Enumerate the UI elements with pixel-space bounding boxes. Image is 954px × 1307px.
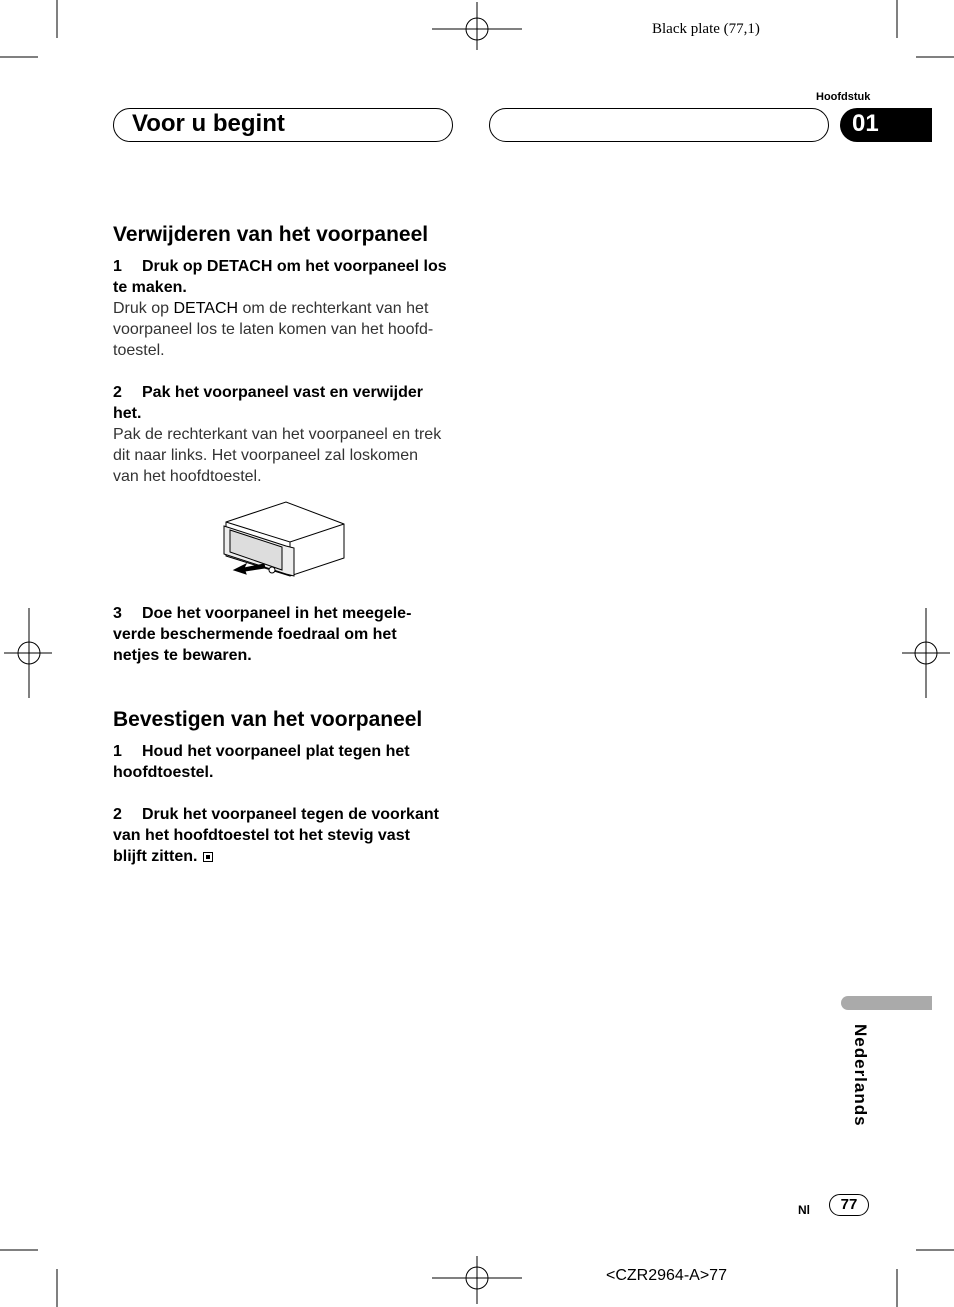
step-number: 2 [113,384,122,401]
step-title: het. [113,405,142,422]
step-number: 1 [113,258,122,275]
step-title: Druk op DETACH om het voorpaneel los [142,258,447,275]
section-remove [113,222,458,248]
header-empty-box [489,108,829,142]
end-mark-icon [203,852,213,862]
step-3 [113,603,458,666]
chapter-label: Hoofdstuk [816,91,871,103]
language-code: Nl [798,1203,810,1217]
chapter-number: 01 [852,110,879,137]
plate-label: Black plate (77,1) [652,21,760,37]
body-text: Druk op [113,300,174,317]
step-2 [113,382,458,487]
step-number: 1 [113,743,122,760]
step-number: 2 [113,806,122,823]
chapter-title: Voor u begint [132,110,285,137]
step-1 [113,256,458,361]
step-title: verde beschermende foedraal om het [113,626,397,643]
chapter-number-tab [840,108,932,142]
body-text: voorpaneel los te laten komen van het hoofd- [113,321,434,338]
step-title: blijft zitten. [113,848,198,865]
detach-label: DETACH [173,300,239,317]
language-label: Nederlands [851,1024,870,1127]
body-text: om de rechterkant van het [238,300,429,317]
step-title: Houd het voorpaneel plat tegen het [142,743,410,760]
section-heading: Bevestigen van het voorpaneel [113,708,423,731]
section-heading: Verwijderen van het voorpaneel [113,223,429,246]
body-text: dit naar links. Het voorpaneel zal loskomen [113,447,419,464]
body-text: van het hoofdtoestel. [113,468,262,485]
section-attach [113,707,458,733]
step-title: hoofdtoestel. [113,764,214,781]
step-title: Pak het voorpaneel vast en verwijder [142,384,424,401]
body-text: toestel. [113,342,165,359]
step-title: van het hoofdtoestel tot het stevig vast [113,827,410,844]
language-tab [841,996,932,1010]
step-number: 3 [113,605,122,622]
page-number: 77 [829,1194,869,1216]
step-title: Druk het voorpaneel tegen de voorkant [142,806,439,823]
step-1 [113,741,458,783]
document-code: <CZR2964-A>77 [606,1267,727,1284]
step-title: netjes te bewaren. [113,647,252,664]
step-title: te maken. [113,279,187,296]
step-2 [113,804,458,867]
detach-illustration [220,500,348,580]
step-title: Doe het voorpaneel in het meegele- [142,605,412,622]
chapter-title-box [113,108,453,142]
body-text: Pak de rechterkant van het voorpaneel en trek [113,426,442,443]
